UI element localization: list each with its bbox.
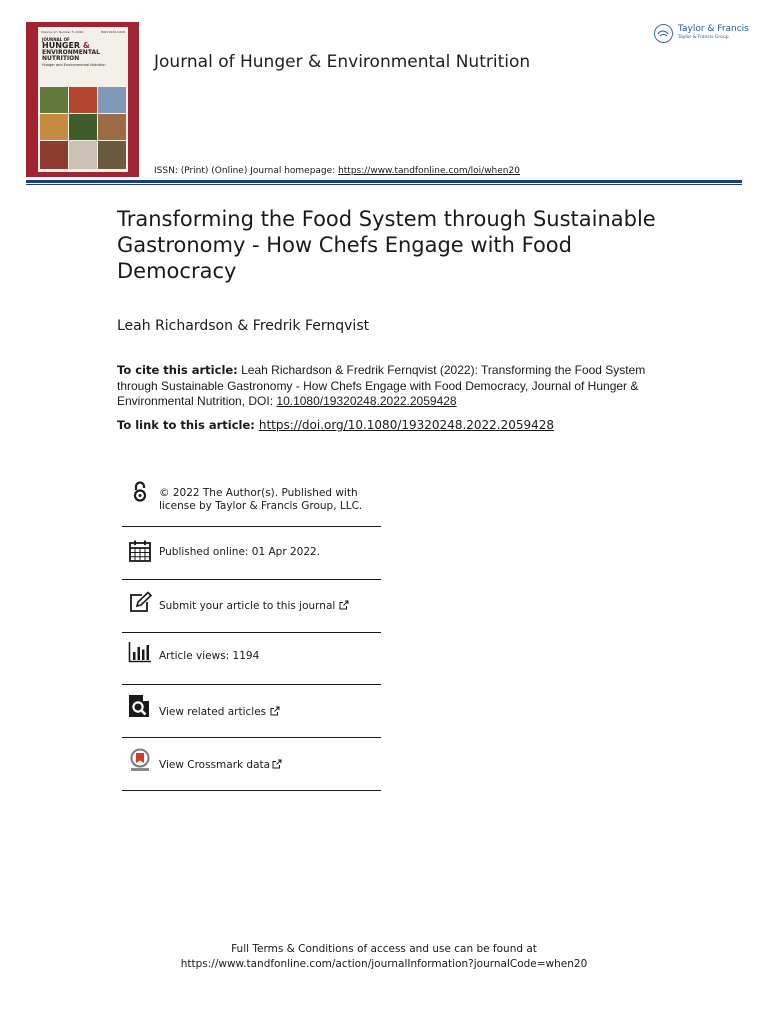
publisher-group: Taylor & Francis Group [678, 35, 729, 40]
citation-doi-link[interactable]: 10.1080/19320248.2022.2059428 [276, 394, 457, 408]
issn-line [154, 166, 520, 176]
journal-cover [26, 22, 139, 177]
cover-volume: Volume 17, Number 5, 2022 [41, 30, 84, 34]
cover-subtitle: Hunger and Environmental Nutrition [42, 63, 106, 67]
cover-issn: ISSN 1932-0248 [100, 30, 125, 34]
search-document-icon [128, 694, 152, 718]
article-doi-url[interactable]: https://doi.org/10.1080/19320248.2022.2059428 [258, 418, 555, 432]
external-link-icon [270, 706, 280, 716]
external-link-icon [339, 600, 349, 610]
cover-title-line2: HUNGER & [42, 41, 90, 50]
cover-top-line [41, 30, 125, 34]
taylor-francis-logo-icon [654, 24, 673, 43]
license-text: © 2022 The Author(s). Published with license by Taylor & Francis Group, LLC. [159, 487, 363, 512]
info-item-license [122, 474, 381, 527]
info-item-published [122, 527, 381, 580]
published-online-text: Published online: 01 Apr 2022. [159, 546, 321, 558]
citation-text: Leah Richardson & Fredrik Fernqvist (2022): Transforming the Food System through Sustainable Gastronomy - How Chefs Engage with Food Democracy, Journal of Hunger & Environmental Nutrition, DOI: [117, 363, 646, 408]
info-item-submit[interactable] [122, 580, 381, 633]
crossmark-icon [128, 748, 152, 772]
external-link-icon [272, 759, 282, 769]
article-link-block [117, 418, 554, 432]
info-item-views [122, 633, 381, 685]
cover-title-line3: ENVIRONMENTAL NUTRITION [42, 49, 100, 62]
crossmark-text[interactable]: View Crossmark data [159, 759, 282, 772]
calendar-icon [128, 539, 152, 563]
cover-title-line1: JOURNAL OF [42, 37, 70, 42]
citation-label: To cite this article: [117, 363, 238, 377]
submit-article-text[interactable]: Submit your article to this journal [159, 600, 349, 613]
info-item-related[interactable] [122, 685, 381, 738]
terms-text: Full Terms & Conditions of access and use can be found at [231, 943, 537, 955]
article-views-text: Article views: 1194 [159, 650, 260, 662]
terms-footer [0, 942, 768, 972]
header-divider-thin [26, 184, 742, 185]
article-link-label: To link to this article: [117, 418, 255, 432]
header-divider [26, 180, 742, 183]
article-authors[interactable]: Leah Richardson & Fredrik Fernqvist [117, 318, 370, 334]
bar-chart-icon [128, 640, 152, 664]
citation-block [117, 363, 657, 410]
edit-icon [128, 591, 152, 615]
issn-text: ISSN: (Print) (Online) Journal homepage: [154, 166, 339, 176]
cover-photo-collage [40, 87, 126, 169]
publisher-logo[interactable] [654, 22, 749, 46]
journal-title[interactable]: Journal of Hunger & Environmental Nutrition [154, 52, 531, 72]
article-title: Transforming the Food System through Sustainable Gastronomy - How Chefs Engage with Food Democracy [117, 207, 656, 283]
publisher-name: Taylor & Francis [678, 24, 749, 34]
related-articles-text[interactable]: View related articles [159, 706, 280, 719]
cover-title [42, 38, 128, 68]
journal-cover-inner [38, 27, 128, 172]
terms-url[interactable]: https://www.tandfonline.com/action/journalInformation?journalCode=when20 [180, 958, 588, 970]
article-info-list [122, 474, 381, 791]
open-access-icon [128, 480, 152, 504]
journal-homepage-link[interactable]: https://www.tandfonline.com/loi/when20 [338, 166, 520, 176]
info-item-crossmark[interactable] [122, 738, 381, 791]
